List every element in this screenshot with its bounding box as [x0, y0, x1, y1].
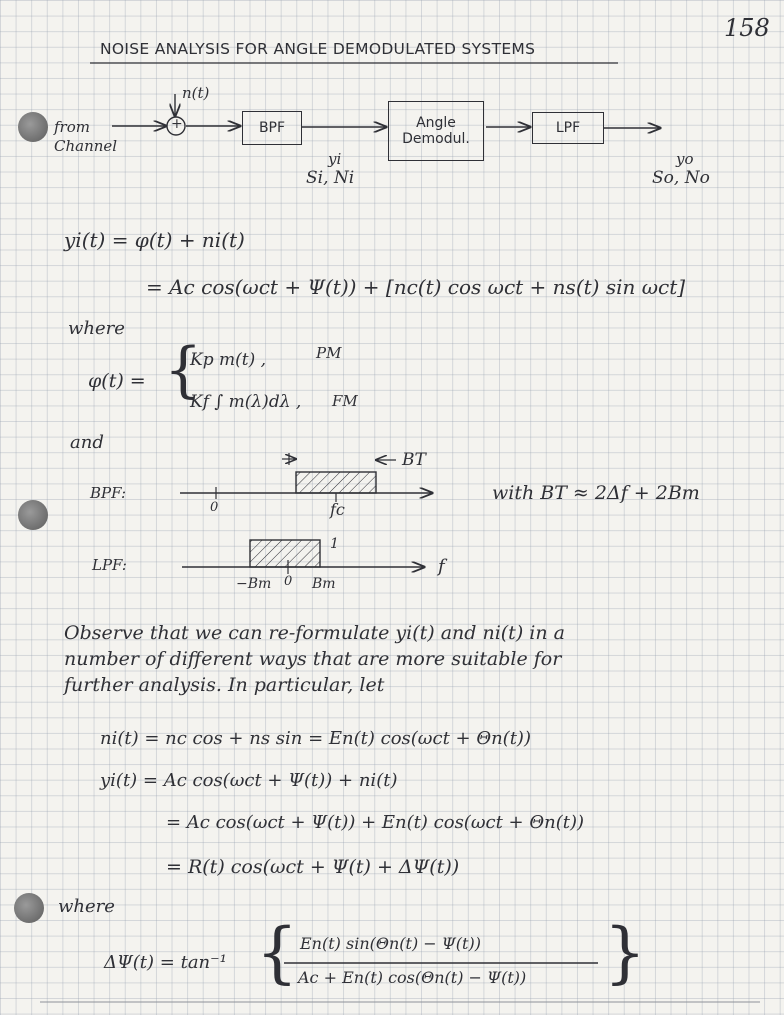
delta-brace-right: }: [604, 914, 646, 991]
bandwidth-equation: with BT ≈ 2Δf + 2Bm: [492, 482, 700, 504]
delta-numerator: En(t) sin(Θn(t) − Ψ(t)): [300, 934, 481, 953]
delta-denominator: Ac + En(t) cos(Θn(t) − Ψ(t)): [298, 968, 527, 987]
bpf-fc-label: fc: [330, 500, 345, 519]
phi-lhs: φ(t) =: [88, 370, 146, 392]
reform-yi: yi(t) = Ac cos(ωct + Ψ(t)) + ni(t): [100, 770, 398, 791]
out-powers-label: So, No: [652, 168, 710, 188]
paragraph-line-3: further analysis. In particular, let: [64, 674, 385, 696]
bpf-bt-label: BT: [402, 450, 426, 470]
page-number: 158: [724, 14, 770, 42]
lpf-axis-label: f: [438, 556, 445, 577]
adder-symbol: +: [171, 116, 183, 132]
out-signal-label: yo: [676, 150, 694, 168]
lpf-zero-label: 0: [284, 574, 293, 589]
paragraph-line-2: number of different ways that are more suitable for: [64, 648, 562, 670]
lpf-pos-label: Bm: [312, 576, 336, 592]
phi-brace: {: [164, 335, 203, 405]
phi-fm-tag: FM: [332, 392, 358, 410]
lpf-label: LPF:: [92, 556, 127, 574]
bpf-passband: [296, 472, 376, 493]
demodulator-block: Angle Demodul.: [388, 101, 484, 161]
bpf-block: BPF: [242, 111, 302, 145]
delta-brace-left: {: [256, 914, 298, 991]
paragraph-line-1: Observe that we can re-formulate yi(t) and ni(t) in a: [64, 622, 565, 644]
delta-psi-lhs: ΔΨ(t) = tan⁻¹: [104, 952, 227, 973]
lpf-neg-label: −Bm: [236, 576, 272, 592]
where-label-1: where: [68, 318, 125, 339]
lpf-block: LPF: [532, 112, 604, 144]
eq-yi-line1: yi(t) = φ(t) + ni(t): [64, 228, 245, 252]
noise-label: n(t): [182, 84, 210, 102]
mid-signal-label: yi: [328, 150, 342, 168]
lpf-gain-label: 1: [330, 536, 339, 552]
eq-yi-line2: = Ac cos(ωct + Ψ(t)) + [nc(t) cos ωct + ns(t) sin ωct]: [146, 275, 686, 299]
phi-fm: Kf ∫ m(λ)dλ ,: [190, 392, 302, 412]
lpf-passband: [250, 540, 320, 567]
reform-yi-expanded: = Ac cos(ωct + Ψ(t)) + En(t) cos(ωct + Θn(t)): [166, 812, 584, 833]
bpf-label: BPF:: [90, 484, 127, 502]
mid-powers-label: Si, Ni: [306, 168, 355, 188]
and-label: and: [70, 432, 104, 453]
phi-pm: Kp m(t) ,: [190, 350, 267, 370]
where-label-2: where: [58, 896, 115, 917]
page-title: NOISE ANALYSIS FOR ANGLE DEMODULATED SYSTEMS: [100, 40, 536, 58]
reform-resultant: = R(t) cos(ωct + Ψ(t) + ΔΨ(t)): [166, 856, 460, 878]
phi-pm-tag: PM: [316, 344, 342, 362]
bpf-zero-label: 0: [210, 500, 219, 515]
reform-ni: ni(t) = nc cos + ns sin = En(t) cos(ωct + Θn(t)): [100, 728, 531, 749]
input-label: from Channel: [54, 118, 118, 155]
